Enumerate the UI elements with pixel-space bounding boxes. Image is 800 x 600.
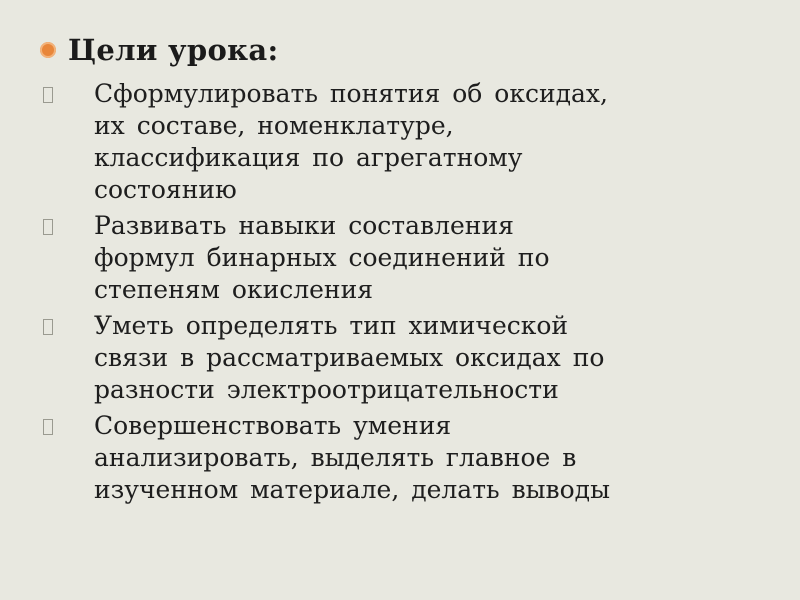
list-item <box>40 310 760 406</box>
list-item-line: Сформулировать понятия об оксидах, <box>94 79 608 108</box>
slide-title: Цели урока: <box>68 33 279 67</box>
list-item-line: их составе, номенклатуре, <box>94 111 454 140</box>
list-item <box>40 78 760 206</box>
list-item-line: Уметь определять тип химической <box>94 311 569 340</box>
missing-glyph-box-icon <box>40 78 94 112</box>
list-item-line: разности электроотрицательности <box>94 375 559 404</box>
list-item-line: Развивать навыки составления <box>94 211 514 240</box>
goal-list <box>40 78 760 510</box>
list-item-line: Совершенствовать умения <box>94 411 452 440</box>
list-item-line: связи в рассматриваемых оксидах по <box>94 343 605 372</box>
list-item-line: изученном материале, делать выводы <box>94 475 610 504</box>
list-item <box>40 210 760 306</box>
missing-glyph-box-icon <box>40 410 94 444</box>
list-item-line: анализировать, выделять главное в <box>94 443 577 472</box>
list-item-text <box>94 78 664 206</box>
missing-glyph-box-icon <box>40 210 94 244</box>
list-item-line: степеням окисления <box>94 275 374 304</box>
list-item-text <box>94 210 664 306</box>
list-item-text <box>94 410 664 506</box>
list-item-line: состоянию <box>94 175 237 204</box>
list-item <box>40 410 760 506</box>
missing-glyph-box-icon <box>40 310 94 344</box>
list-item-text <box>94 310 664 406</box>
list-item-line: классификация по агрегатному <box>94 143 523 172</box>
orange-circle-bullet-icon <box>40 42 56 58</box>
list-item-line: формул бинарных соединений по <box>94 243 550 272</box>
slide-heading <box>40 28 278 72</box>
